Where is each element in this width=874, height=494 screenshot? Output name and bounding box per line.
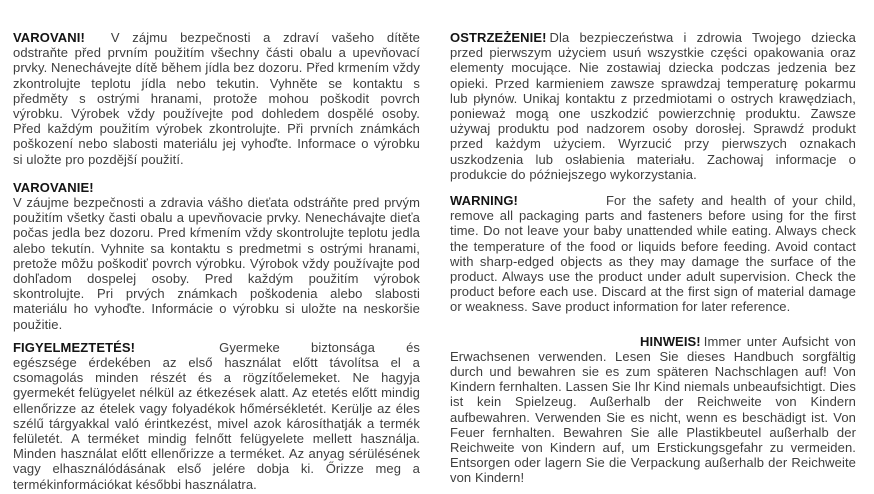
section-body-polish: Dla bezpieczeństwa i zdrowia Twojego dziecka przed pierwszym użyciem usuń wszystkie części opakowania oraz elementy mocujące. Nie zostawiaj dziecka podczas jedzenia bez opieki. Przed karmieniem zawsze sprawdzaj temperaturę pokarmu lub płynów. Unikaj kontaktu z przedmiotami o ostrych krawędziach, ponieważ mogą one uszkodzić powierzchnię produktu. Zawsze używaj produktu pod nadzorem osoby dorosłej. Sprawdź produkt przed każdym użyciem. Wyrzucić przy pierwszych oznakach uszkodzenia lub osłabienia materiału. Zachowaj informacje o produkcie do późniejszego wykorzystania. (450, 30, 856, 182)
section-body-english: For the safety and health of your child, remove all packaging parts and fasteners before using for the first time. Do not leave your baby unattended while eating. Always check the temperature of the food or liquids before feeding. Avoid contact with sharp-edged objects as they may damage the surface of the product. Always use the product under adult supervision. Check the product before each use. Discard at the first sign of material damage or weakness. Save product information for later reference. (450, 193, 856, 315)
warning-section-hungarian (13, 340, 420, 492)
section-heading-hungarian: FIGYELMEZTETÉS! (13, 339, 136, 355)
section-heading-polish: OSTRZEŻENIE! (450, 30, 547, 45)
section-heading-slovak: VAROVANIE! (13, 179, 94, 195)
warning-section-czech (13, 30, 420, 167)
right-column (450, 30, 856, 486)
warning-section-english (450, 193, 856, 315)
section-heading-czech: VAROVANI! (13, 30, 85, 45)
section-heading-german: HINWEIS! (640, 333, 701, 349)
section-heading-english: WARNING! (450, 193, 518, 209)
warning-section-polish (450, 30, 856, 182)
section-body-hungarian: Gyermeke biztonsága és egészsége érdekében az első használat előtt távolítsa el a csomagolás minden részét és a rögzítőelemeket. Ne hagyja gyermekét felügyelet nélkül az étkezések alatt. Az etetés előtt mindig ellenőrizze az ételek vagy folyadékok hőmérsékletét. Kerülje az éles szélű tárgyakkal való érintkezést, mivel azok károsíthatják a termék felületét. A terméket mindig felnőtt felügyelete mellett használja. Minden használat előtt ellenőrizze a terméket. Az anyag sérülésének vagy elhasználódásának első jelére dobja ki. Őrizze meg a termékinformációkat későbbi használatra. (13, 339, 420, 492)
section-body-czech: V zájmu bezpečnosti a zdraví vašeho dítěte odstraňte před prvním použitím všechny části obalu a upevňovací prvky. Nenechávejte dítě během jídla bez dozoru. Před krmením vždy zkontrolujte teplotu jídla nebo tekutin. Vyhněte se kontaktu s předměty s ostrými hranami, protože mohou poškodit povrch výrobku. Výrobek vždy používejte pod dohledem dospělé osoby. Před každým použitím výrobek zkontrolujte. Při prvních známkách poškození nebo slabosti materiálu jej vyhoďte. Informace o výrobku si uložte pro pozdější použití. (13, 30, 420, 167)
section-body-german: Immer unter Aufsicht von Erwachsenen verwenden. Lesen Sie dieses Handbuch sorgfältig durch und bewahren sie es zum späteren Nachschlagen auf! Von Kindern fernhalten. Lassen Sie Ihr Kind niemals unbeaufsichtigt. Dies ist kein Spielzeug. Außerhalb der Reichweite von Kindern aufbewahren. Verwenden Sie es nicht, wenn es beschädigt ist. Von Feuer fernhalten. Bewahren Sie alle Plastikbeutel außerhalb der Reichweite von Kindern auf, um Erstickungsgefahr zu vermeiden. Entsorgen oder lagern Sie die Verpackung außerhalb der Reichweite von Kindern! (450, 333, 856, 486)
warning-section-slovak (13, 180, 420, 332)
warning-section-german (450, 334, 856, 486)
section-body-slovak: V záujme bezpečnosti a zdravia vášho dieťata odstráňte pred prvým použitím všetky časti obalu a upevňovacie prvky. Nenechávajte dieťa počas jedla bez dozoru. Pred kŕmením vždy skontrolujte teplotu jedla alebo tekutín. Vyhnite sa kontaktu s predmetmi s ostrými hranami, pretože môžu poškodiť povrch výrobku. Výrobok vždy používajte pod dohľadom dospelej osoby. Pred každým použitím výrobok skontrolujte. Pri prvých známkach poškodenia alebo slabosti materiálu ho vyhoďte. Informácie o výrobku si uložte na neskoršie použitie. (13, 195, 420, 332)
left-column (13, 30, 420, 492)
